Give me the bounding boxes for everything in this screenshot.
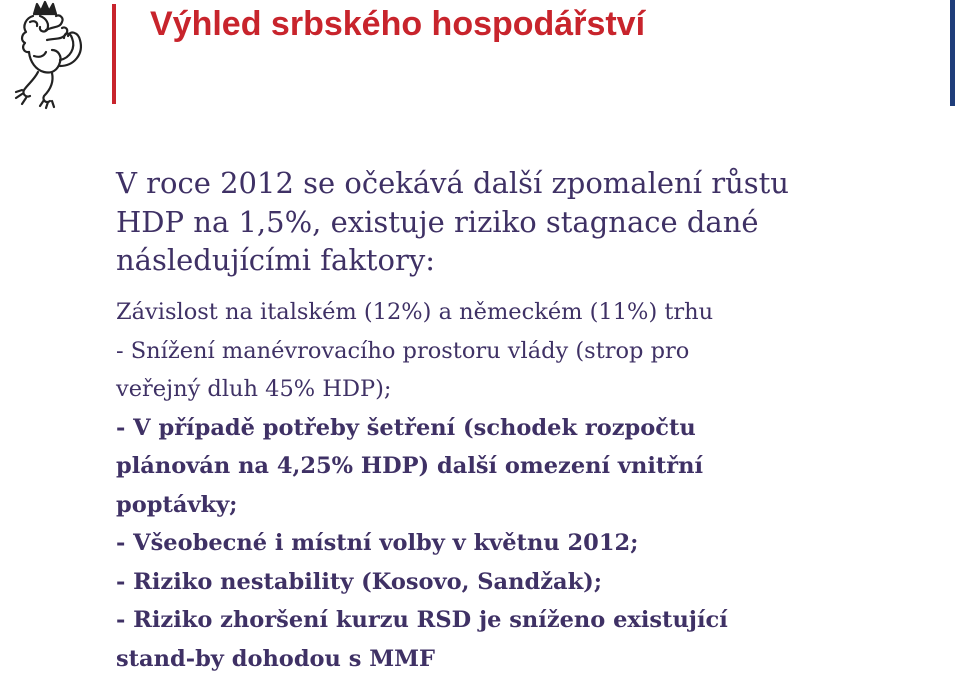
factor-line: Závislost na italském (12%) a německém (11%) trhu: [116, 299, 714, 325]
factor-line: stand-by dohodou s MMF: [116, 645, 436, 672]
slide-title: Výhled srbského hospodářství: [150, 5, 646, 43]
heading-line: následujícími faktory:: [116, 243, 436, 277]
factor-line: - Riziko zhoršení kurzu RSD je sníženo existující: [116, 607, 728, 633]
factor-line: - V případě potřeby šetření (schodek rozpočtu: [116, 414, 696, 441]
slide-heading: [116, 164, 936, 280]
heading-line: V roce 2012 se očekává další zpomalení růstu: [116, 166, 789, 200]
factor-line: - Riziko nestability (Kosovo, Sandžak);: [116, 568, 603, 595]
factor-line: poptávky;: [116, 491, 238, 518]
title-divider-red: [112, 4, 116, 104]
factor-line: - Snížení manévrovacího prostoru vlády (strop pro: [116, 337, 690, 364]
factor-line: plánován na 4,25% HDP) další omezení vnitřní: [116, 453, 704, 479]
factor-line: - Všeobecné i místní volby v květnu 2012;: [116, 530, 639, 556]
heading-line: HDP na 1,5%, existuje riziko stagnace dané: [116, 204, 759, 239]
factor-line: veřejný dluh 45% HDP);: [116, 376, 392, 402]
czech-lion-emblem-icon: [0, 0, 92, 112]
edge-divider-blue: [950, 0, 955, 106]
factor-list: [116, 293, 936, 678]
